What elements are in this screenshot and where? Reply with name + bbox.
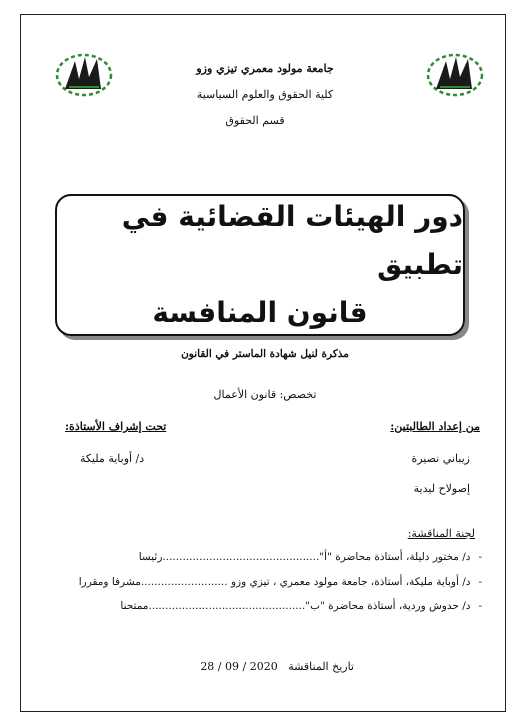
thesis-title-box: [55, 194, 465, 336]
committee-title: لجنة المناقشة:: [407, 527, 475, 540]
defense-date-label: تاريخ المناقشة: [288, 660, 354, 673]
faculty-name: كلية الحقوق والعلوم السياسية: [196, 88, 334, 101]
student-name-2: إصولاح ليدية: [413, 482, 470, 495]
list-dash: -: [478, 576, 482, 588]
supervisor-name: د/ أوباية مليكة: [80, 452, 145, 465]
memo-degree: مذكرة لنيل شهادة الماستر في القانون: [181, 348, 349, 360]
university-name: جامعة مولود معمري تيزي وزو: [196, 62, 334, 75]
list-dash: -: [478, 600, 482, 612]
defense-date: [200, 660, 354, 673]
student-name-1: زيباني نصيرة: [411, 452, 470, 465]
committee-member-2: -د/ أوباية مليكة، أستاذة، جامعة مولود معمري ، تيزي وزو ..........................مشرفا ومقررا: [78, 576, 482, 588]
thesis-title-line2: قانون المنافسة: [152, 296, 368, 329]
specialization: تخصص: قانون الأعمال: [213, 388, 317, 401]
committee-member-3: -د/ حدوش وردية، أستاذة محاضرة "ب"...............................................ممتحنا: [120, 600, 482, 612]
students-label: من إعداد الطالبتين:: [390, 420, 480, 433]
defense-date-value: 28 / 09 / 2020: [200, 660, 278, 673]
list-dash: -: [478, 551, 482, 563]
supervisor-label: تحت إشراف الأستاذة:: [65, 420, 167, 433]
committee-member-1: -د/ مختور دليلة، أستاذة محاضرة "أ"...............................................رئيسا: [138, 551, 482, 563]
thesis-title-line1: دور الهيئات القضائية في تطبيق: [121, 200, 463, 281]
department-name: قسم الحقوق: [225, 114, 285, 127]
